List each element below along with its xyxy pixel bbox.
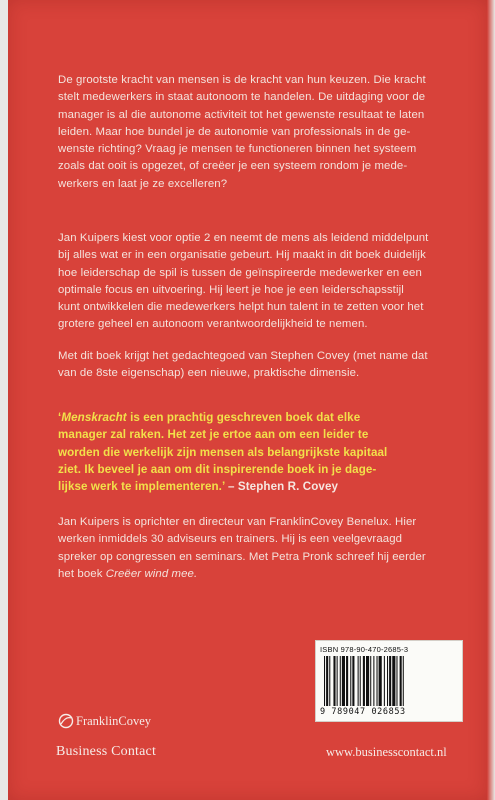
barcode-bar (342, 656, 345, 706)
text-fragment: het boek (58, 567, 106, 580)
isbn-number: ISBN 978-90-470-2685-3 (320, 645, 409, 654)
barcode-bar (392, 656, 395, 706)
quote-line: ziet. Ik beveel je aan om dit inspirerende boek in je dage- (58, 462, 377, 476)
back-cover (8, 0, 487, 800)
barcode-bar (373, 656, 374, 706)
text-line: werkers en laat je ze excelleren? (58, 177, 228, 190)
text-line: bij alles wat er in een organisatie gebeurt. Hij maakt in dit boek duidelijk (58, 249, 426, 262)
barcode-bar (389, 656, 391, 706)
covey-paragraph (58, 348, 478, 383)
barcode-bar (329, 656, 330, 706)
text-line: van de 8ste eigenschap) een nieuwe, praktische dimensie. (58, 367, 360, 380)
text-line: kunt ontwikkelen die medewerkers helpt hun talent in te zetten voor het (58, 301, 424, 314)
barcode-bar (346, 656, 348, 706)
logo-text: FranklinCovey (76, 713, 151, 728)
text-line: manager is al die autonome activiteit tot het gewenste resultaat te laten (58, 108, 425, 121)
author-approach-paragraph (58, 230, 478, 334)
author-bio (58, 514, 478, 583)
text-line: De grootste kracht van mensen is de kracht van hun keuzen. Die kracht (58, 74, 426, 86)
text-line: Jan Kuipers kiest voor optie 2 en neemt de mens als leidend middelpunt (58, 232, 429, 244)
barcode-bar (379, 656, 382, 706)
text-line: optimale focus en uitvoering. Hij leert je hoe je een leiderschapsstijl (58, 283, 404, 296)
barcode-bar (400, 656, 402, 706)
quote-line: manager zal raken. Het zet je ertoe aan om een leider te (58, 428, 369, 442)
book-title: Menskracht (61, 411, 127, 424)
barcode-label (315, 640, 463, 722)
quote-line: worden die werkelijk zijn mensen als belangrijkste kapitaal (58, 445, 388, 459)
barcode-bar (360, 656, 361, 706)
text-line: stelt medewerkers in staat autonoom te handelen. De uitdaging voor de (58, 91, 426, 104)
barcode-bar (384, 656, 385, 706)
text-line: hoe leiderschap de spil is tussen de geïnspireerde medewerker en een (58, 266, 422, 279)
publisher-name: Business Contact (56, 744, 157, 759)
barcode-bar (377, 656, 378, 706)
barcode-bar (340, 656, 341, 706)
barcode-bar (363, 656, 365, 706)
barcode-bar (337, 656, 338, 706)
barcode-digits: 9 789047 026853 (320, 707, 406, 717)
intro-paragraph (58, 72, 478, 193)
text-line: Met dit boek krijgt het gedachtegoed van Stephen Covey (met name dat (58, 350, 428, 362)
barcode-bar (324, 656, 325, 706)
text-line (58, 566, 478, 583)
quote-text: lijkse werk te implementeren.’ (58, 480, 225, 494)
quote-open-mark: ‘ (58, 411, 62, 424)
compass-icon (58, 713, 74, 729)
barcode-bar (333, 656, 335, 706)
barcode-bars (324, 656, 454, 706)
quote-line (58, 478, 478, 495)
barcode-bar (358, 656, 359, 706)
quote-author: – Stephen R. Covey (224, 480, 339, 494)
text-line: wenste richting? Vraag je mensen te functioneren binnen het systeem (58, 143, 417, 156)
text-line: spreker op congressen en seminars. Met Petra Pronk schreef hij eerder (58, 550, 426, 563)
text-line: grotere geheel en autonoom verantwoordelijkheid te nemen. (58, 318, 368, 331)
quote-text: is een prachtig geschreven boek dat elke (126, 411, 361, 424)
barcode-bar (366, 656, 369, 706)
endorsement-quote (58, 409, 478, 495)
barcode-bar (403, 656, 404, 706)
barcode-bar (370, 656, 371, 706)
publisher-url: www.businesscontact.nl (326, 745, 447, 759)
text-line: leiden. Maar hoe bundel je de autonomie van professionals in de ge- (58, 125, 411, 138)
barcode-bar (326, 656, 328, 706)
text-line: Jan Kuipers is oprichter en directeur van FranklinCovey Benelux. Hier (58, 516, 417, 528)
text-line: zoals dat ooit is opgezet, of creëer je een systeem rondom je mede- (58, 160, 408, 173)
text-line: werken inmiddels 30 adviseurs en trainers. Hij is een veelgevraagd (58, 533, 403, 546)
previous-book-title: Creëer wind mee. (105, 567, 198, 580)
quote-line (58, 409, 478, 426)
barcode-bar (387, 656, 388, 706)
franklincovey-logo (58, 713, 151, 729)
barcode-bar (352, 656, 354, 706)
barcode-bar (396, 656, 397, 706)
barcode-bar (350, 656, 351, 706)
page-edge (487, 0, 495, 800)
